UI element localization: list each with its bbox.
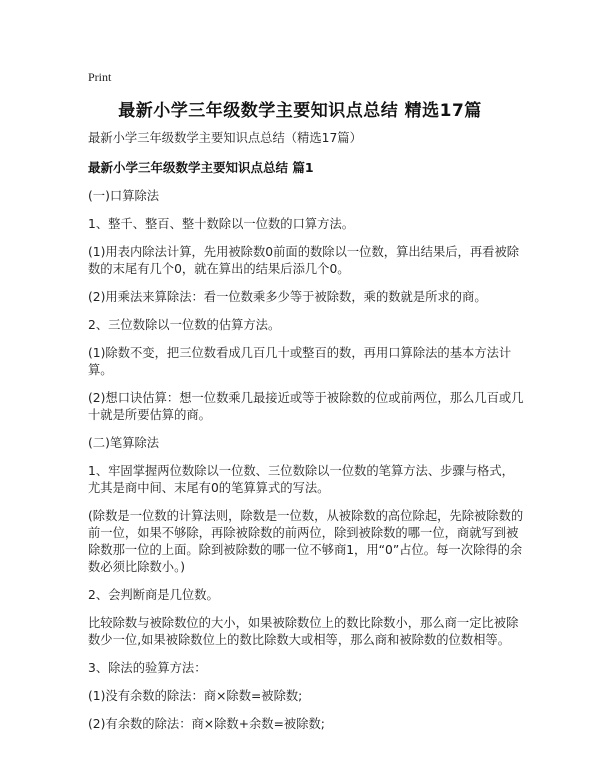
paragraph: (1)没有余数的除法：商×除数=被除数; xyxy=(88,689,303,703)
paragraph: 1、牢固掌握两位数除以一位数、三位数除以一位数的笔算方法、步骤与格式，尤其是商中间、末尾有0的笔算算式的写法。 xyxy=(88,464,514,495)
paragraph: 2、会判断商是几位数。 xyxy=(88,588,219,602)
paragraph: (一)口算除法 xyxy=(88,189,160,203)
paragraph: (1)用表内除法计算，先用被除数0前面的数除以一位数，算出结果后，再看被除数的末尾有几个0，就在算出的结果后添几个0。 xyxy=(88,245,520,276)
paragraph: (2)想口诀估算：想一位数乘几最接近或等于被除数的位或前两位，那么几百或几十就是所要估算的商。 xyxy=(88,391,524,422)
paragraph: (除数是一位数的计算法则，除数是一位数，从被除数的高位除起，先除被除数的前一位，如果不够除，再除被除数的前两位，除到被除数的哪一位，商就写到被除数那一位的上面。除到被除数的哪一位不够商1，用“0”占位。每一次除得的余数必须比除数小。) xyxy=(88,509,524,574)
section-heading: 最新小学三年级数学主要知识点总结 篇1 xyxy=(88,160,314,175)
paragraph: (2)用乘法来算除法：看一位数乘多少等于被除数，乘的数就是所求的商。 xyxy=(88,290,487,304)
document-subtitle: 最新小学三年级数学主要知识点总结（精选17篇） xyxy=(88,131,362,145)
paragraph: 3、除法的验算方法： xyxy=(88,661,207,675)
paragraph: (2)有余数的除法：商×除数+余数=被除数; xyxy=(88,717,325,731)
paragraph: 比较除数与被除数位的大小，如果被除数位上的数比除数小，那么商一定比被除数少一位,如果被除数位上的数比除数大或相等，那么商和被除数的位数相等。 xyxy=(88,616,519,647)
paragraph: (1)除数不变，把三位数看成几百几十或整百的数，再用口算除法的基本方法计算。 xyxy=(88,346,512,377)
paragraph: 2、三位数除以一位数的估算方法。 xyxy=(88,318,281,332)
document-title: 最新小学三年级数学主要知识点总结 精选17篇 xyxy=(118,101,482,121)
print-link[interactable]: Print xyxy=(88,70,112,84)
document-body xyxy=(88,130,524,744)
paragraph: 1、整千、整百、整十数除以一位数的口算方法。 xyxy=(88,217,355,231)
paragraph: (二)笔算除法 xyxy=(88,436,160,450)
